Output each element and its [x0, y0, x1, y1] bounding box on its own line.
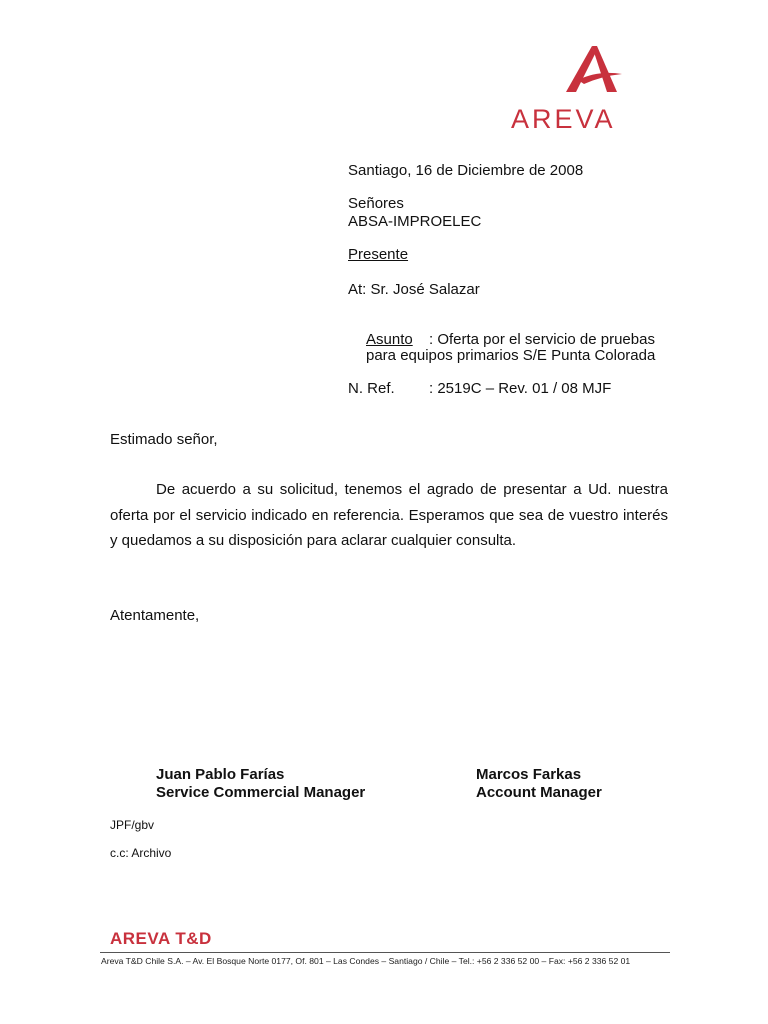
logo-wordmark: AREVA	[511, 104, 616, 134]
signatory-1-title: Service Commercial Manager	[156, 784, 366, 801]
footer-brand: AREVA T&D	[110, 929, 212, 948]
footer-address: Areva T&D Chile S.A. – Av. El Bosque Norte 0177, Of. 801 – Las Condes – Santiago / Chile – Tel.: +56 2 336 52 00 – Fax: +56 2 336 52 01	[101, 956, 631, 966]
recipient-company: ABSA-IMPROELEC	[348, 213, 482, 230]
body-paragraph	[110, 477, 668, 554]
recipient-salutation: Señores	[348, 195, 404, 212]
initials: JPF/gbv	[110, 818, 155, 832]
greeting: Estimado señor,	[110, 431, 218, 448]
signatory-1-name: Juan Pablo Farías	[156, 766, 285, 783]
subject-line-1: : Oferta por el servicio de pruebas	[429, 331, 655, 348]
carbon-copy: c.c: Archivo	[110, 846, 172, 860]
date-line: Santiago, 16 de Diciembre de 2008	[348, 162, 584, 179]
company-logo	[510, 40, 672, 140]
reference-label: N. Ref.	[348, 380, 395, 397]
signatory-2-name: Marcos Farkas	[476, 766, 582, 783]
body-text: De acuerdo a su solicitud, tenemos el agrado de presentar a Ud. nuestra oferta por el servicio indicado en referencia. Esperamos que sea de vuestro interés y quedamos a su disposición para aclarar cualquier consulta.	[110, 481, 668, 549]
presente-label: Presente	[348, 246, 409, 263]
attention-line: At: Sr. José Salazar	[348, 281, 480, 298]
subject-label: Asunto	[366, 331, 413, 348]
reference-value: : 2519C – Rev. 01 / 08 MJF	[429, 380, 612, 397]
signatory-2-title: Account Manager	[476, 784, 602, 801]
areva-a-icon	[510, 40, 672, 100]
footer-divider	[100, 952, 670, 953]
subject-line-2: para equipos primarios S/E Punta Colorada	[366, 347, 656, 364]
closing: Atentamente,	[110, 607, 200, 624]
